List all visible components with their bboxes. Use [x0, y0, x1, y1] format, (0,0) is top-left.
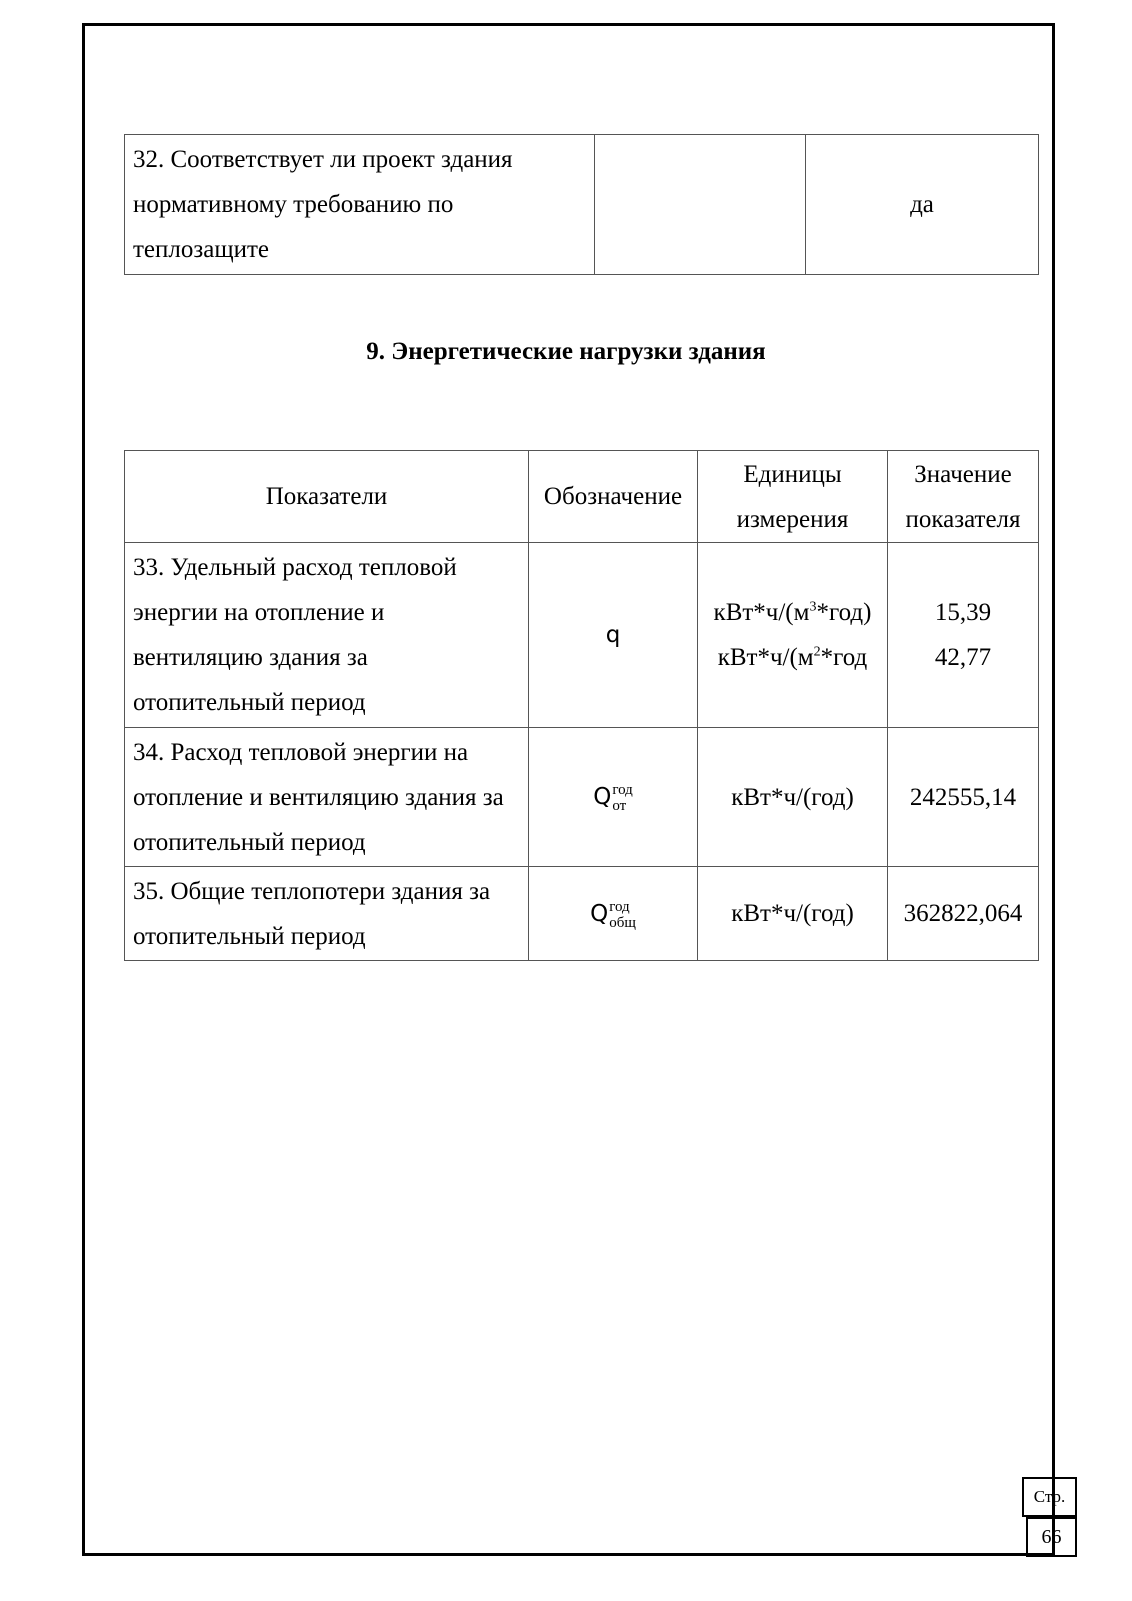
page-number: 66 [1026, 1517, 1077, 1557]
indicator-cell: 34. Расход тепловой энергии на отопление и вентиляцию здания за отопительный период [125, 728, 529, 867]
designation-symbol: q [605, 622, 621, 648]
header-units: Единицы измерения [698, 451, 888, 543]
designation-indices: год общ [609, 898, 636, 931]
compliance-table [124, 134, 1039, 275]
value-line: 42,77 [934, 644, 992, 671]
value-cell: 242555,14 [888, 728, 1039, 867]
units-cell: кВт*ч/(год) [698, 867, 888, 961]
section-heading: 9. Энергетические нагрузки здания [366, 338, 766, 365]
designation-cell [595, 135, 806, 275]
value-line: 15,39 [934, 599, 992, 626]
page-stamp-label: Стр. [1022, 1477, 1077, 1517]
designation-indices: год от [612, 782, 633, 815]
value-cell: да [806, 135, 1039, 275]
table-row [125, 135, 1039, 275]
indicator-cell: 32. Соответствует ли проект здания нормативному требованию по теплозащите [125, 135, 595, 275]
designation-symbol: Q [593, 784, 612, 810]
value-cell [888, 543, 1039, 728]
table-header-row [125, 451, 1039, 543]
designation-cell [529, 867, 698, 961]
header-value: Значение показателя [888, 451, 1039, 543]
designation-symbol: Q [590, 900, 609, 927]
table-row [125, 543, 1039, 728]
header-indicator: Показатели [125, 451, 529, 543]
indicator-cell: 35. Общие теплопотери здания за отопительный период [125, 867, 529, 961]
designation-cell [529, 543, 698, 728]
table-row [125, 728, 1039, 867]
units-cell: кВт*ч/(год) [698, 728, 888, 867]
energy-loads-table [124, 450, 1039, 961]
table-row [125, 867, 1039, 961]
designation-cell [529, 728, 698, 867]
header-designation: Обозначение [529, 451, 698, 543]
units-line: $кВт*ч/(м^3*год)$ [713, 599, 872, 626]
indicator-cell: 33. Удельный расход тепловой энергии на отопление и вентиляцию здания за отопительный период [125, 543, 529, 728]
units-cell [698, 543, 888, 728]
value-cell: 362822,064 [888, 867, 1039, 961]
units-line: $кВт*ч/(м^2*год$ [717, 644, 868, 671]
